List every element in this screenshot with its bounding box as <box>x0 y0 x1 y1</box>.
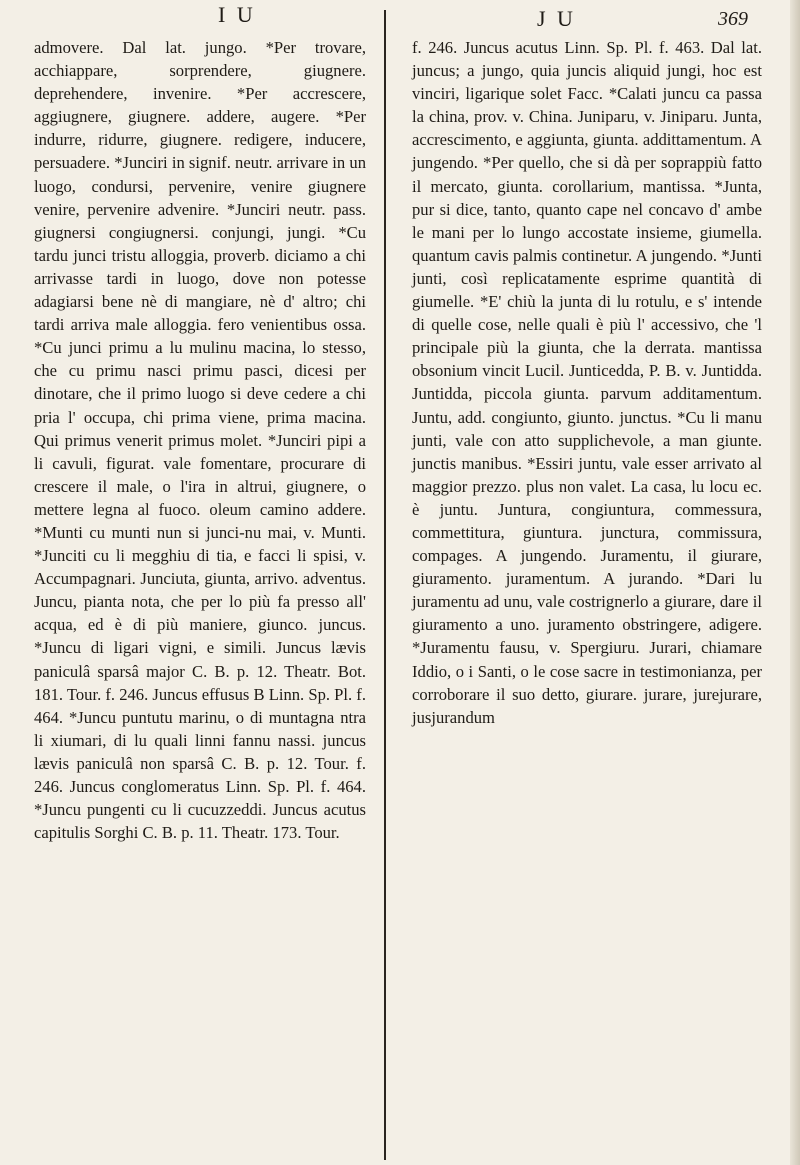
page-edge-shadow <box>790 0 800 1165</box>
left-column <box>34 36 366 844</box>
running-head-right: J U <box>537 6 576 31</box>
left-column-text: admovere. Dal lat. jungo. *Per trovare, acchiappare, sorprendere, giugnere. deprehendere, invenire. *Per accrescere, aggiugnere, giugnere. addere, augere. *Per indurre, ridurre, giugnere. redigere, inducere, persuadere. *Junciri in signif. neutr. arrivare in un luogo, condursi, pervenire, venire giugnere venire, pervenire advenire. *Junciri neutr. pass. giugnersi congiugnersi. conjungi, jungi. *Cu tardu junci tristu alloggia, proverb. diciamo a chi arrivasse tardi in luogo, dove non potesse adagiarsi bene nè di mangiare, nè d' altro; chi tardi arriva male alloggia. fero venientibus ossa. *Cu junci primu a lu mulinu macina, lo stesso, che cu primu nasci primu pasci, dicesi per dinotare, che il primo luogo si deve cedere a chi pria l' occupa, chi prima viene, prima macina. Qui primus venerit primus molet. *Junciri pipi a li cavuli, figurat. vale fomentare, procurare di crescere il male, o l'ira in altrui, giugnere, o mettere legna al fuoco. oleum camino addere. *Munti cu munti nun si junci-nu mai, v. Munti. *Junciti cu li megghiu di tia, e facci li spisi, v. Accumpagnari. Junciuta, giunta, arrivo. adventus. Juncu, pianta nota, che per lo più fa presso all' acqua, ed è di più maniere, giunco. juncus. *Juncu di ligari vigni, e simili. Juncus lævis paniculâ sparsâ major C. B. p. 12. Theatr. Bot. 181. Tour. f. 246. Juncus effusus B Linn. Sp. Pl. f. 464. *Juncu puntutu marinu, o di muntagna ntra li xiumari, di lu quali linni fannu nassi. juncus lævis paniculâ non sparsâ C. B. p. 12. Tour. f. 246. Juncus conglomeratus Linn. Sp. Pl. f. 464. *Juncu pungenti cu li cucuzzeddi. Juncus acutus capitulis Sorghi C. B. p. 11. Theatr. 173. Tour. <box>34 38 366 843</box>
right-column-text: f. 246. Juncus acutus Linn. Sp. Pl. f. 463. Dal lat. juncus; a jungo, quia juncis aliquid jungi, hoc est vinciri, ligarique solet Facc. *Calati juncu ca passa la china, prov. v. China. Juniparu, v. Jiniparu. Junta, accrescimento, e aggiunta, giunta. addittamentum. A jungendo. *Per quello, che si dà per soprappiù fatto il mercato, giunta. corollarium, mantissa. *Junta, pur si dice, tanto, quanto cape nel concavo d' ambe le mani per lo lungo accostate insieme, giumella. quantum cavis palmis continetur. A jungendo. *Junti junti, così replicatamente esprime quantità di giumelle. *E' chiù la junta di lu rotulu, e s' intende di quelle cose, nelle quali è più l' accessivo, che 'l principale più la giunta, che la derrata. mantissa obsonium vincit Lucil. Junticedda, P. B. v. Juntidda. Juntidda, piccola giunta. parvum additamentum. Juntu, add. congiunto, giunto. junctus. *Cu li manu junti, vale con atto supplichevole, a man giunte. junctis manibus. *Essiri juntu, vale esser arrivato al maggior prezzo. plus non valet. La casa, lu locu ec. è juntu. Juntura, congiuntura, commessura, commettitura, giuntura. junctura, commissura, compages. A jungendo. Juramentu, il giurare, giuramento. juramentum. A jurando. *Dari lu juramentu ad unu, vale costrignerlo a giurare, dare il giuramento a uno. juramento obstringere, adigere. *Juramentu fausu, v. Spergiuru. Jurari, chiamare Iddio, o i Santi, o le cose sacre in testimonianza, per corroborare il suo detto, giurare. jurare, jurejurare, jusjurandum <box>412 38 762 727</box>
right-column <box>412 36 762 729</box>
page-number: 369 <box>718 8 748 30</box>
column-divider <box>384 10 386 1160</box>
running-head-left: I U <box>218 2 256 27</box>
